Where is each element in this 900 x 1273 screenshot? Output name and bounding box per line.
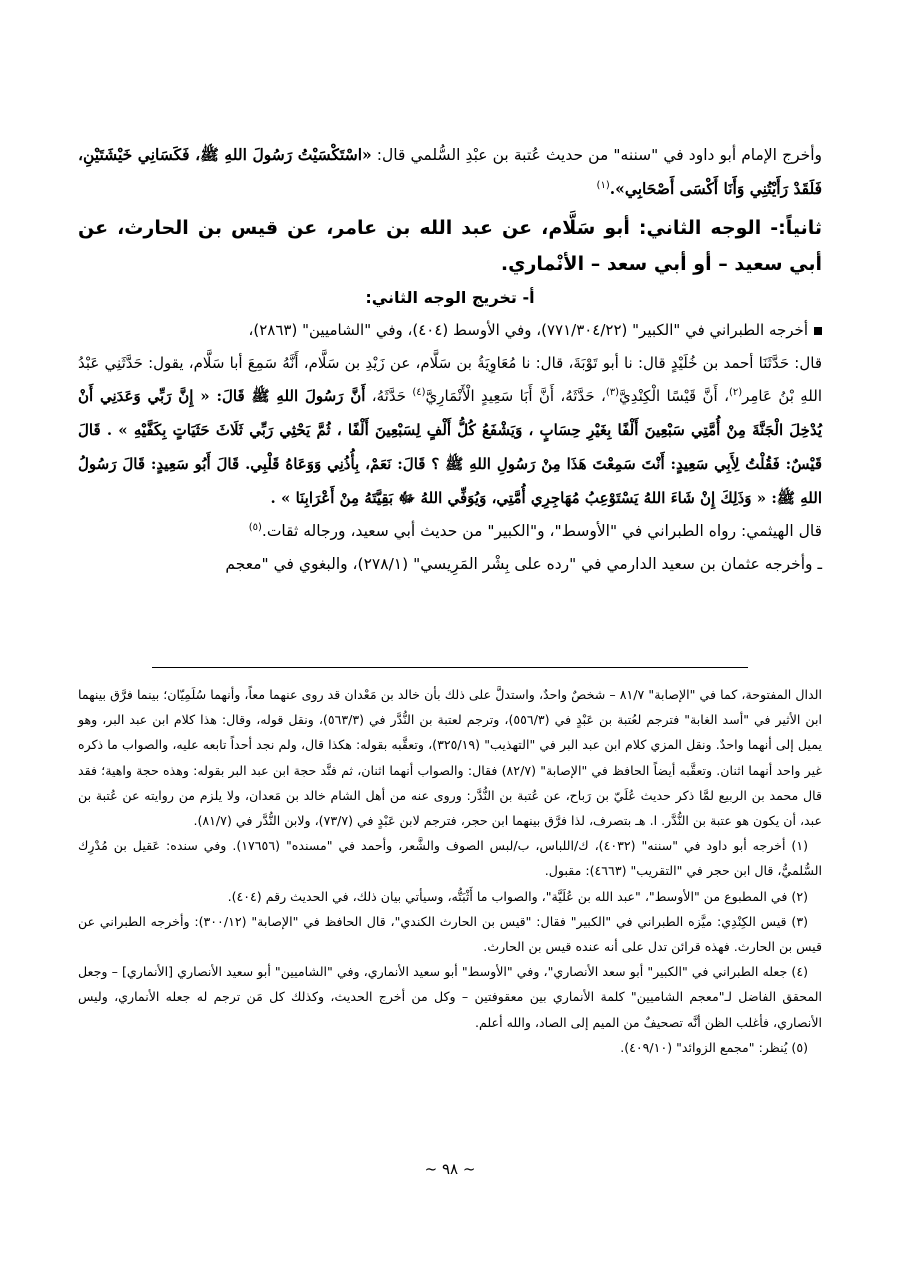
- footnote-mark-2: (٢): [728, 387, 743, 398]
- paragraph-tabarani: [78, 314, 822, 347]
- narration-line-1: قال: حَدَّثَنَا أحمد بن خُلَيْدٍ قال: نا أبو تَوْبَةَ، قال: نا مُعَاوِيَةُ بن سَلَّام، عن زَيْدِ بن سَلَّام، أَنَّهُ سَمِعَ أبا سَلَّام،: [188, 354, 822, 372]
- page-number: ~ ٩٨ ~: [424, 1160, 476, 1178]
- heading-second-aspect: ثانياً:- الوجه الثاني: أبو سَلَّام، عن عبد الله بن عامر، عن قيس بن الحارث، عن أبي سعيد – أو أبي سعد – الأنْماري.: [78, 217, 822, 275]
- paragraph-abu-dawud: [78, 138, 822, 206]
- footnote-3: (٣) قيس الكِنْدِي: ميَّزه الطبراني في "الكبير" فقال: "قيس بن الحارث الكندي"، قال الحافظ في "الإصابة" (٣٠٠/١٢): وأخرجه الطبراني عن قيس بن الحارث. فهذه قرائن تدل على أنه عنده قيس بن الحارث.: [78, 913, 822, 955]
- hadith-quote-1: «اسْتَكْسَيْتُ رَسُولَ اللهِ ﷺ، فَكَسَانِي خَيْشَتَيْنِ، فَلَقَدْ رَأَيْتُنِي وَأَنَا أَكْسَى أَصْحَابِي».: [78, 145, 822, 198]
- bullet-square-icon: [814, 327, 822, 335]
- haythami-text: قال الهيثمي: رواه الطبراني في "الأوسط"، و"الكبير" من حديث أبي سعيد، ورجاله ثقات.: [261, 522, 822, 540]
- footnote-mark-1: (١): [596, 179, 610, 191]
- footnote-5: (٥) يُنظر: "مجمع الزوائد" (٤٠٩/١٠).: [620, 1039, 808, 1055]
- paragraph-darimi: ـ وأخرجه عثمان بن سعيد الدارمي في "رده على بِشْر المَرِيسي" (٢٧٨/١)، والبغوي في "معجم: [225, 555, 822, 573]
- footnote-1: (١) أخرجه أبو داود في "سننه" (٤٠٣٢)، ك/اللباس، ب/لبس الصوف والشَّعر، وأحمد في "مسنده" (١٧٦٥٦). وفي سنده: عَقيل بن مُدْرِك السُّلميُّ، قال ابن حجر في "التقريب" (٤٦٦٣): مقبول.: [78, 838, 822, 879]
- footnote-4: (٤) جعله الطبراني في "الكبير" أبو سعد الأنصاري"، وفي "الأوسط" أبو سعيد الأنماري، وفي "الشاميين" أبو سعيد الأنصاري [الأنماري] – وجعل المحقق الفاضل لـ"معجم الشاميين" كلمة الأنماري بين معقوفتين – وكل من أخرج الحديث، وكذلك كل مَن ترجم له جعله الأنماري، وليس الأنصاري، فأغلب الظن أنَّه تصحيفٌ من الميم إلى الصاد، والله أعلم.: [78, 964, 822, 1030]
- footnote-mark-4: (٤): [412, 387, 426, 398]
- tabarani-text: أخرجه الطبراني في "الكبير" (٧٧١/٣٠٤/٢٢)، وفي الأوسط (٤٠٤)، وفي "الشاميين" (٢٨٦٣)،: [248, 321, 808, 339]
- footnote-mark-5: (٥): [248, 521, 262, 533]
- paragraph-haythami: [78, 515, 822, 548]
- subheading-takhrij: أ- تخريج الوجه الثاني:: [365, 288, 535, 307]
- narration-line-2c: ، حَدَّثَهُ، أَنَّ أَبَا سَعِيدٍ الْأَنْمَارِيَّ: [425, 387, 606, 405]
- footnote-continuation: الدال المفتوحة، كما في "الإصابة" ٨١/٧ – شخصٌ واحدٌ، واستدلَّ على ذلك بأن خالد بن مَعْدان قد روى عنهما معاً، وأنهما سُلَمِيّان؛ بينما فرَّق بينهما ابن الأثير في "أسد الغابة" فترجم لعُتبة بن عَبْدٍ في (٥٥٦/٣)، وترجم لعتبة بن النُّدَّر في (٥٦٣/٣)، ونقل قوله، وقال: هذا كلام ابن عبد البر، وهو يميل إلى أنهما واحدٌ. ونقل المزي كلام ابن عبد البر في "التهذيب" (٣٢٥/١٩)، وتعقَّبه بقوله: هكذا قال، ولم نجد أحداً تابعه عليه، والصواب ما ذكره غير واحد أنهما اثنان. وتعقَّبه أيضاً الحافظ في "الإصابة" (٨٢/٧) فقال: والصواب أنهما اثنان، ثم فنَّد حجة ابن عبد البر بقوله: وهذه حجة واهية؛ فقد قال محمد بن الربيع لمَّا ذكر حديث عُلَيّ بن رَباح، عن عُتبة بن النُّدَّر: وروى عنه من أهل الشام خالد بن مَعدان، ولا يلزم من روايته عن عُتبة بن عبد، أن يكون هو عتبة بن النُّدَّر. ا. هـ بتصرف، لذا فرَّق بينهما ابن حجر، فترجم لابن عَبْدٍ في (٧٣/٧)، ولابن النُّدَّر في (٨١/٧).: [78, 687, 822, 829]
- paragraph-lead: وأخرج الإمام أبو داود في "سننه" من حديث عُتبة بن عبْدِ السُّلمي قال:: [371, 146, 823, 164]
- hadith-text: أَنَّ رَسُولَ اللهِ ﷺ قَالَ: « إِنَّ رَبِّي وَعَدَنِي أَنْ يُدْخِلَ الْجَنَّةَ مِنْ أُمَّتِي سَبْعِينَ أَلْفًا بِغَيْرِ حِسَابٍ ، وَيَشْفَعُ كُلُّ أَلْفٍ لِسَبْعِينَ أَلْفًا ، ثُمَّ يَحْثِي رَبِّي ثَلَاثَ حَثَيَاتٍ بِكَفَّيْهِ » . قَالَ قَيْسٌ: فَقُلْتُ لِأَبِي سَعِيدٍ: أَنْتَ سَمِعْتَ هَذَا مِنْ رَسُولِ اللهِ ﷺ ؟ قَالَ: نَعَمْ، بِأُذُنِي وَوَعَاهُ قَلْبِي. قَالَ أَبُو سَعِيدٍ: قَالَ رَسُولُ اللهِ ﷺ: « وَذَلِكَ إِنْ شَاءَ اللهُ يَسْتَوْعِبُ مُهَاجِرِي أُمَّتِي، وَيُوَفِّي اللهُ ﷻ بَقِيَّتَهُ مِنْ أَعْرَابِنَا » .: [78, 387, 822, 507]
- footnote-mark-3: (٣): [605, 387, 620, 398]
- narration-line-2a: يقول: حَدَّثَنِي عَبْدُ اللهِ بْنُ عَامِر: [78, 354, 823, 405]
- narration-line-2d: حَدَّثَهُ،: [365, 387, 413, 405]
- footnotes: [78, 682, 822, 1060]
- narration-line-2b: ، أَنَّ قَيْسًا الْكِنْدِيَّ: [619, 387, 729, 405]
- narration-chain: [78, 347, 822, 515]
- footnote-separator: [152, 667, 748, 668]
- footnote-2: (٢) في المطبوع من "الأوسط"، "عبد الله بن عُلَيَّة"، والصواب ما أَثْبَتُّه، وسيأتي بيان ذلك، في الحديث رقم (٤٠٤).: [227, 888, 808, 904]
- main-text: [78, 138, 822, 581]
